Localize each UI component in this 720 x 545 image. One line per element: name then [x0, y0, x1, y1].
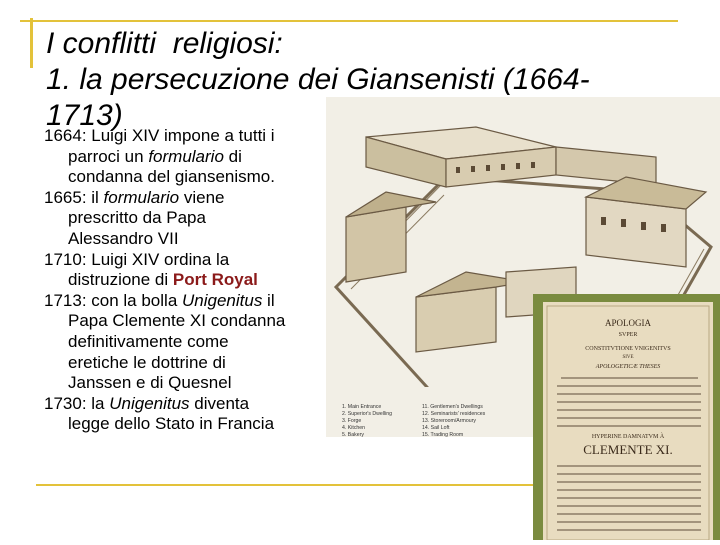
apologia-document-image — [533, 294, 720, 540]
timeline-entry-1730 — [44, 394, 444, 435]
timeline-entry-1710 — [44, 250, 444, 291]
doc-title-clemente: CLEMENTE XI. — [583, 442, 673, 457]
port-royal-highlight: Port Royal — [172, 270, 258, 290]
doc-title-constitution: CONSTITVTIONE VNIGENITVS — [585, 346, 671, 352]
legend-right-2: 13. Storeroom/Armoury — [422, 418, 476, 424]
entry-1730-line2: legge dello Stato in Francia — [68, 414, 275, 434]
timeline-entry-1713 — [44, 291, 444, 394]
entry-1665-line3: Alessandro VII — [68, 228, 179, 248]
accent-line-top — [20, 20, 678, 22]
title-line-2: 1. la persecuzione dei Giansenisti (1664- — [46, 63, 590, 96]
entry-1665-line2: prescritto da Papa — [68, 208, 206, 228]
legend-left-3: 4. Kitchen — [342, 425, 366, 431]
legend-left-1: 2. Superior's Dwelling — [342, 411, 393, 417]
doc-title-apologia: APOLOGIA — [605, 318, 651, 328]
legend-right-4: 15. Trading Room — [422, 432, 464, 437]
entry-1730-line1: 1730: la Unigenitus diventa — [44, 393, 250, 413]
entry-1713-line1: 1713: con la bolla Unigenitus il — [44, 290, 275, 310]
legend-right-0: 11. Gentlemen's Dwellings — [422, 404, 483, 410]
legend-left-2: 3. Forge — [342, 418, 362, 424]
entry-1713-line5: Janssen e di Quesnel — [68, 373, 232, 393]
legend-right-3: 14. Sail Loft — [422, 425, 450, 431]
doc-title-super: SVPER — [618, 332, 638, 338]
accent-line-left — [30, 18, 33, 68]
entry-1713-line4: eretiche le dottrine di — [68, 352, 226, 372]
entry-1664-line3: condanna del giansenismo. — [68, 167, 275, 187]
entry-1710-line2: distruzione di Port Royal — [68, 270, 258, 290]
legend-left-0: 1. Main Entrance — [342, 404, 382, 410]
legend-right-1: 12. Seminarists' residences — [422, 411, 486, 417]
accent-line-bottom — [36, 484, 536, 486]
entry-1665-line1: 1665: il formulario viene — [44, 187, 225, 207]
entry-1713-line3: definitivamente come — [68, 331, 229, 351]
title-line-1: I conflitti religiosi: — [46, 27, 283, 60]
slide-title — [46, 26, 716, 134]
entry-1664-line1: 1664: Luigi XIV impone a tutti i — [44, 126, 275, 145]
legend-left-4: 5. Bakery — [342, 432, 364, 437]
entry-1713-line2: Papa Clemente XI condanna — [68, 311, 286, 331]
entry-1664-line2: parroci un formulario di — [68, 146, 242, 166]
timeline-entry-1664 — [44, 126, 444, 188]
entry-1710-line1: 1710: Luigi XIV ordina la — [44, 249, 230, 269]
doc-title-damnatum: HYPERINE DAMNATVM À — [591, 434, 665, 440]
doc-title-theses: APOLOGETICÆ THESES — [595, 364, 661, 370]
timeline-entry-1665 — [44, 188, 444, 250]
title-line-3: 1713) — [46, 99, 123, 132]
timeline-list — [44, 126, 444, 435]
doc-title-sive: SIVE — [622, 355, 634, 360]
